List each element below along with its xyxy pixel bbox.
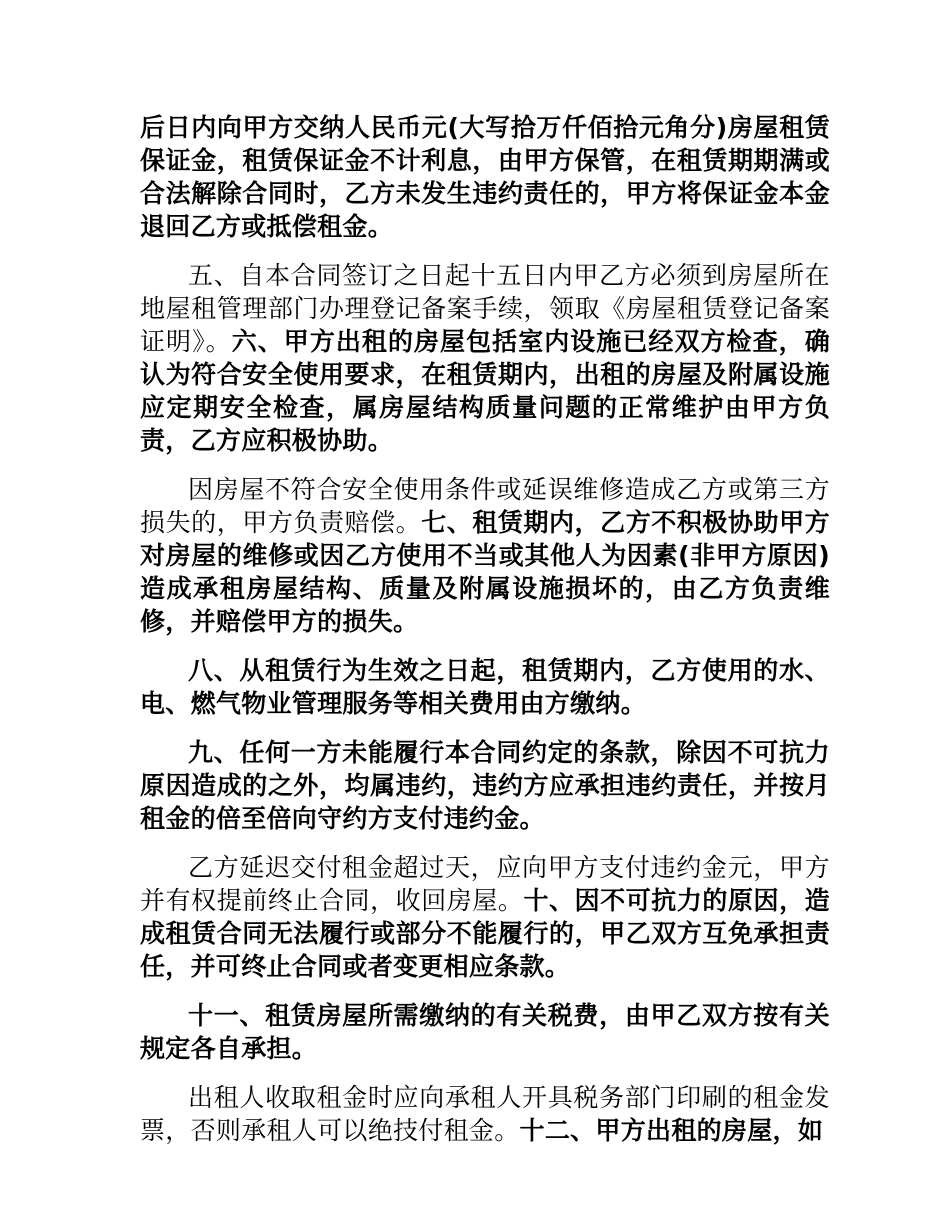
- paragraph-text-regular: 乙方延迟交付租金超过天，应向甲方支付违约金元，甲方并有权提前终止合同，收回房屋。: [140, 853, 830, 915]
- document-body: [140, 112, 830, 1164]
- paragraph-text-regular: 五、自本合同签订之日起十五日内甲乙方必须到房屋所在地屋租管理部门办理登记备案手续，领取《房屋租赁登记备案证明》。: [140, 261, 830, 356]
- paragraph-clause-10: [140, 852, 830, 984]
- paragraph-text-bold: 六、甲方出租的房屋包括室内设施已经双方检查，确认为符合安全使用要求，在租赁期内，出租的房屋及附属设施应定期安全检查，属房屋结构质量问题的正常维护由甲方负责，乙方应积极协助。: [140, 327, 830, 455]
- paragraph-text-bold: 九、任何一方未能履行本合同约定的条款，除因不可抗力原因造成的之外，均属违约，违约方应承担违约责任，并按月租金的倍至倍向守约方支付违约金。: [140, 738, 830, 833]
- paragraph-clause-12: [140, 1082, 830, 1148]
- paragraph-clause-5-6: [140, 260, 830, 458]
- paragraph-clause-8: [140, 655, 830, 721]
- paragraph-clause-7: [140, 474, 830, 639]
- paragraph-text-bold: 八、从租赁行为生效之日起，租赁期内，乙方使用的水、电、燃气物业管理服务等相关费用由方缴纳。: [140, 656, 830, 718]
- paragraph-text-bold: 十二、甲方出租的房屋，如: [519, 1116, 824, 1145]
- paragraph-text-bold: 后日内向甲方交纳人民币元(大写拾万仟佰拾元角分)房屋租赁保证金，租赁保证金不计利息，由甲方保管，在租赁期期满或合法解除合同时，乙方未发生违约责任的，甲方将保证金本金退回乙方或抵偿租金。: [140, 113, 830, 241]
- paragraph-text-bold: 十、因不可抗力的原因，造成租赁合同无法履行或部分不能履行的，甲乙双方互免承担责任，并可终止合同或者变更相应条款。: [140, 886, 830, 981]
- paragraph-text-bold: 七、租赁期内，乙方不积极协助甲方对房屋的维修或因乙方使用不当或其他人为因素(非甲方原因)造成承租房屋结构、质量及附属设施损坏的，由乙方负责维修，并赔偿甲方的损失。: [140, 508, 830, 636]
- paragraph-clause-11: [140, 1000, 830, 1066]
- paragraph-text-bold: 十一、租赁房屋所需缴纳的有关税费，由甲乙双方按有关规定各自承担。: [140, 1001, 830, 1063]
- paragraph-text-regular: 因房屋不符合安全使用条件或延误维修造成乙方或第三方损失的，甲方负责赔偿。: [140, 475, 830, 537]
- paragraph-deposit: [140, 112, 830, 244]
- paragraph-text-regular: 出租人收取租金时应向承租人开具税务部门印刷的租金发票，否则承租人可以绝技付租金。: [140, 1083, 830, 1145]
- paragraph-clause-9: [140, 737, 830, 836]
